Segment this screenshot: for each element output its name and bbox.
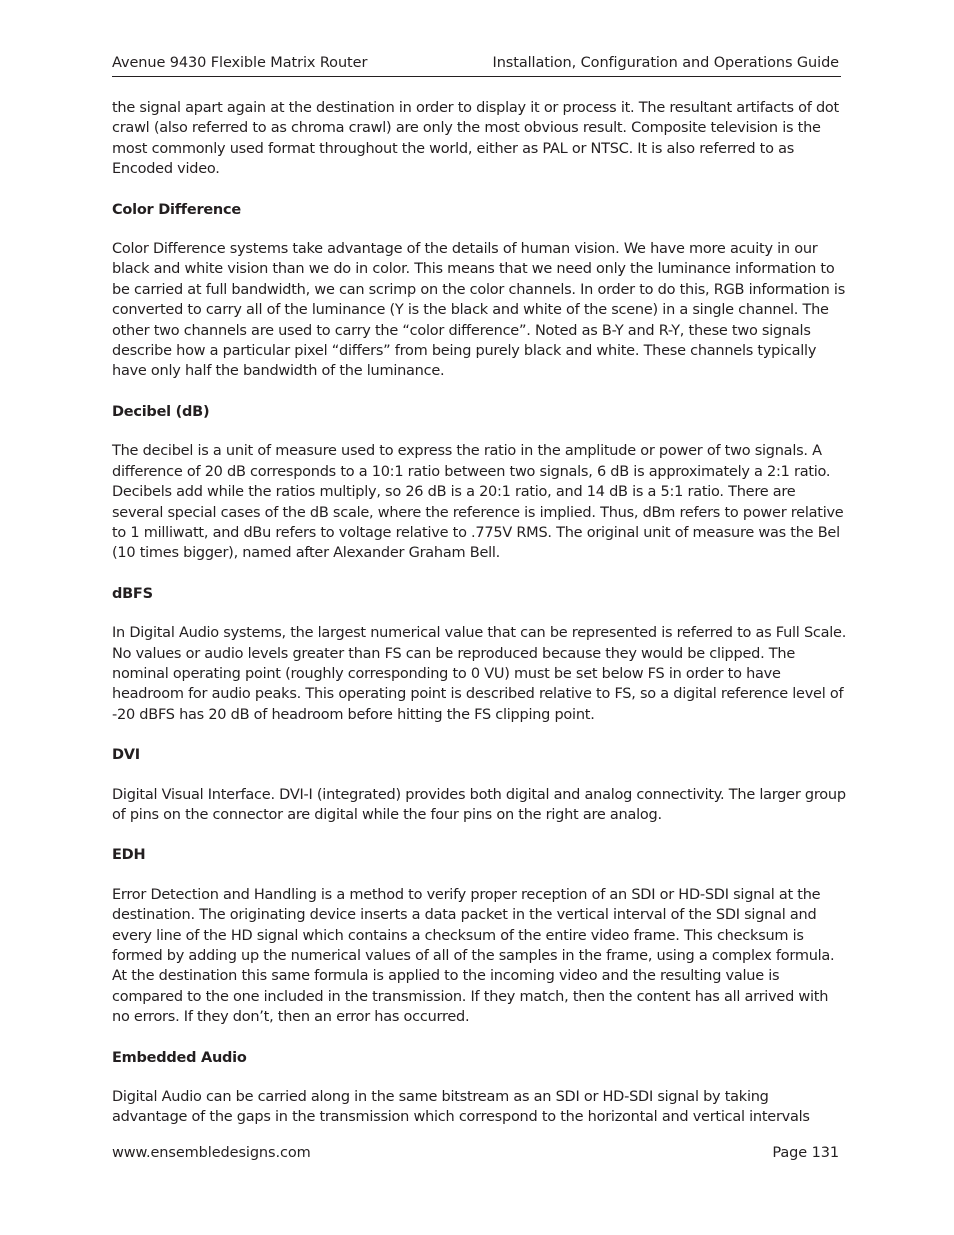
paragraph-embedded-audio: Digital Audio can be carried along in the same bitstream as an SDI or HD-SDI signal by taking advantage of the gaps in the transmission which correspond to the horizontal and vertical intervals: [112, 1089, 810, 1126]
page-header: [112, 54, 841, 77]
paragraph-dbfs: In Digital Audio systems, the largest numerical value that can be represented is referred to as Full Scale. No values or audio levels greater than FS can be reproduced because they would be clipped. The nominal operating point (roughly corresponding to 0 VU) must be set below FS in order to have headroom for audio peaks. This operating point is described relative to FS, so a digital reference level of -20 dBFS has 20 dB of headroom before hitting the FS clipping point.: [112, 625, 847, 723]
heading-embedded-audio: Embedded Audio: [112, 1049, 247, 1066]
paragraph-decibel: The decibel is a unit of measure used to express the ratio in the amplitude or power of two signals. A difference of 20 dB corresponds to a 10:1 ratio between two signals, 6 dB is approximately a 2:1 ratio. Decibels add while the ratios multiply, so 26 dB is a 20:1 ratio, and 14 dB is a 5:1 ratio. There are several special cases of the dB scale, where the reference is implied. Thus, dBm refers to power relative to 1 milliwatt, and dBu refers to voltage relative to .775V RMS. The original unit of measure was the Bel (10 times bigger), named after Alexander Graham Bell.: [112, 443, 844, 562]
heading-dvi: DVI: [112, 747, 140, 764]
paragraph-edh: Error Detection and Handling is a method to verify proper reception of an SDI or HD-SDI signal at the destination. The originating device inserts a data packet in the vertical interval of the SDI signal and every line of the HD signal which contains a checksum of the entire video frame. This checksum is formed by adding up the numerical values of all of the samples in the frame, using a complex formula. At the destination this same formula is applied to the incoming video and the resulting value is compared to the one included in the transmission. If they match, then the content has all arrived with no errors. If they don’t, then an error has occurred.: [112, 886, 835, 1026]
page-footer: [112, 1145, 841, 1167]
page-content: [112, 98, 847, 1148]
header-guide-title: Installation, Configuration and Operations Guide: [492, 55, 839, 71]
heading-edh: EDH: [112, 847, 146, 864]
paragraph-dvi: Digital Visual Interface. DVI-I (integrated) provides both digital and analog connectivity. The larger group of pins on the connector are digital while the four pins on the right are analog.: [112, 786, 846, 823]
heading-dbfs: dBFS: [112, 585, 153, 602]
heading-color-difference: Color Difference: [112, 201, 241, 218]
header-product-title: Avenue 9430 Flexible Matrix Router: [112, 55, 368, 71]
paragraph-color-difference: Color Difference systems take advantage of the details of human vision. We have more acuity in our black and white vision than we do in color. This means that we need only the luminance information to be carried at full bandwidth, we can scrimp on the color channels. In order to do this, RGB information is converted to carry all of the luminance (Y is the black and white of the scene) in a single channel. The other two channels are used to carry the “color difference”. Noted as B-Y and R-Y, these two signals describe how a particular pixel “differs” from being purely black and white. These channels typically have only half the bandwidth of the luminance.: [112, 241, 845, 380]
intro-paragraph: the signal apart again at the destination in order to display it or process it. The resultant artifacts of dot crawl (also referred to as chroma crawl) are only the most obvious result. Composite television is the most commonly used format throughout the world, either as PAL or NTSC. It is also referred to as Encoded video.: [112, 100, 839, 178]
footer-page-number: Page 131: [772, 1145, 839, 1161]
heading-decibel: Decibel (dB): [112, 403, 210, 420]
footer-website-link[interactable]: www.ensembledesigns.com: [112, 1145, 311, 1161]
